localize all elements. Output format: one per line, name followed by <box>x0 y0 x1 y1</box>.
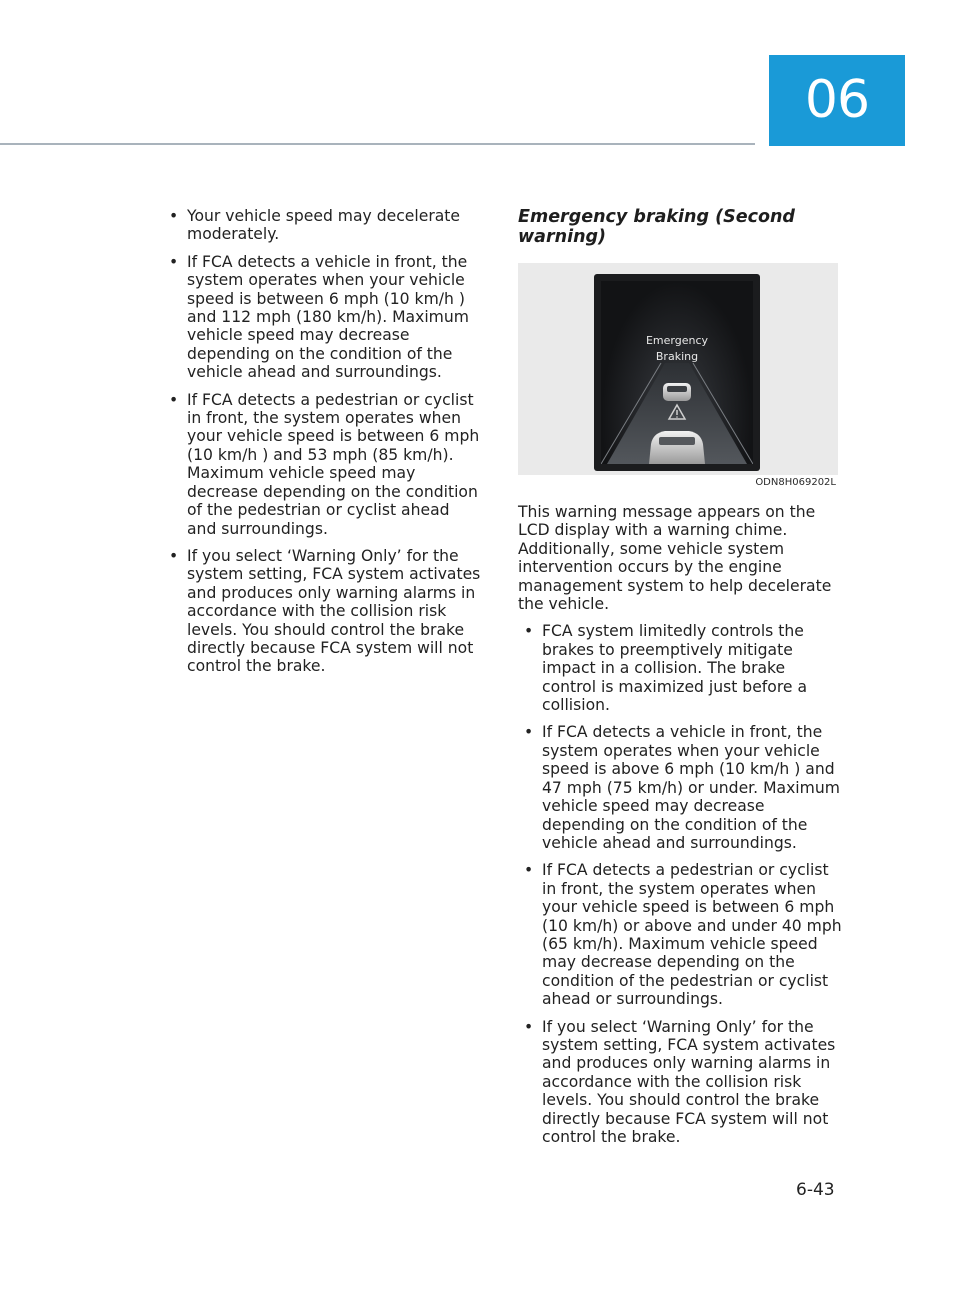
warning-line-2: Braking <box>655 350 699 363</box>
warning-message <box>601 333 753 365</box>
warning-line-1: Emergency <box>645 334 709 347</box>
right-bullet-list <box>518 622 842 1146</box>
list-item: • If FCA detects a pedestrian or cyclist in front, the system operates when your vehicle speed is between 6 mph (10 km/h ) and 53 mph (85 km/h). Maximum vehicle speed may decrease depending on the condition of the pedestrian or cyclist ahead and surroundings. <box>163 391 481 538</box>
lcd-screen <box>601 281 753 464</box>
own-vehicle-icon <box>649 431 705 464</box>
vehicle-ahead-icon <box>663 383 691 401</box>
list-item: • If FCA detects a pedestrian or cyclist in front, the system operates when your vehicle speed is between 6 mph (10 km/h) or above and under 40 mph (65 km/h). Maximum vehicle speed may decrease depending on the condition of the pedestrian or cyclist ahead or surroundings. <box>518 861 842 1008</box>
section-title: Emergency braking (Second warning) <box>518 207 795 247</box>
list-item: • Your vehicle speed may decelerate moderately. <box>163 207 481 244</box>
left-bullet-list <box>163 207 481 676</box>
list-item: • If you select ‘Warning Only’ for the system setting, FCA system activates and produces only warning alarms in accordance with the collision risk levels. You should control the brake directly because FCA system will not control the brake. <box>518 1018 842 1147</box>
header-rule <box>0 143 755 145</box>
list-item: • If you select ‘Warning Only’ for the system setting, FCA system activates and produces only warning alarms in accordance with the collision risk levels. You should control the brake directly because FCA system will not control the brake. <box>163 547 481 676</box>
page-number: 6-43 <box>796 1180 835 1200</box>
list-item: • If FCA detects a vehicle in front, the system operates when your vehicle speed is between 6 mph (10 km/h ) and 112 mph (180 km/h). Maximum vehicle speed may decrease depending on the condition of the vehicle ahead and surroundings. <box>163 253 481 382</box>
lcd-display <box>594 274 760 471</box>
paragraph: This warning message appears on the LCD display with a warning chime. Additionally, some vehicle system intervention occurs by the engine management system to help decelerate the vehicle. <box>518 503 832 614</box>
list-item: • FCA system limitedly controls the brakes to preemptively mitigate impact in a collision. The brake control is maximized just before a collision. <box>518 622 842 714</box>
left-column <box>163 207 481 685</box>
list-item: • If FCA detects a vehicle in front, the system operates when your vehicle speed is above 6 mph (10 km/h ) and 47 mph (75 km/h) or under. Maximum vehicle speed may decrease depending on the condition of the vehicle ahead and surroundings. <box>518 723 842 852</box>
figure-caption: ODN8H069202L <box>755 477 836 488</box>
chapter-tab: 06 <box>769 55 905 146</box>
right-column <box>518 207 842 1155</box>
cluster-figure <box>518 263 838 488</box>
road-illustration <box>601 281 753 464</box>
